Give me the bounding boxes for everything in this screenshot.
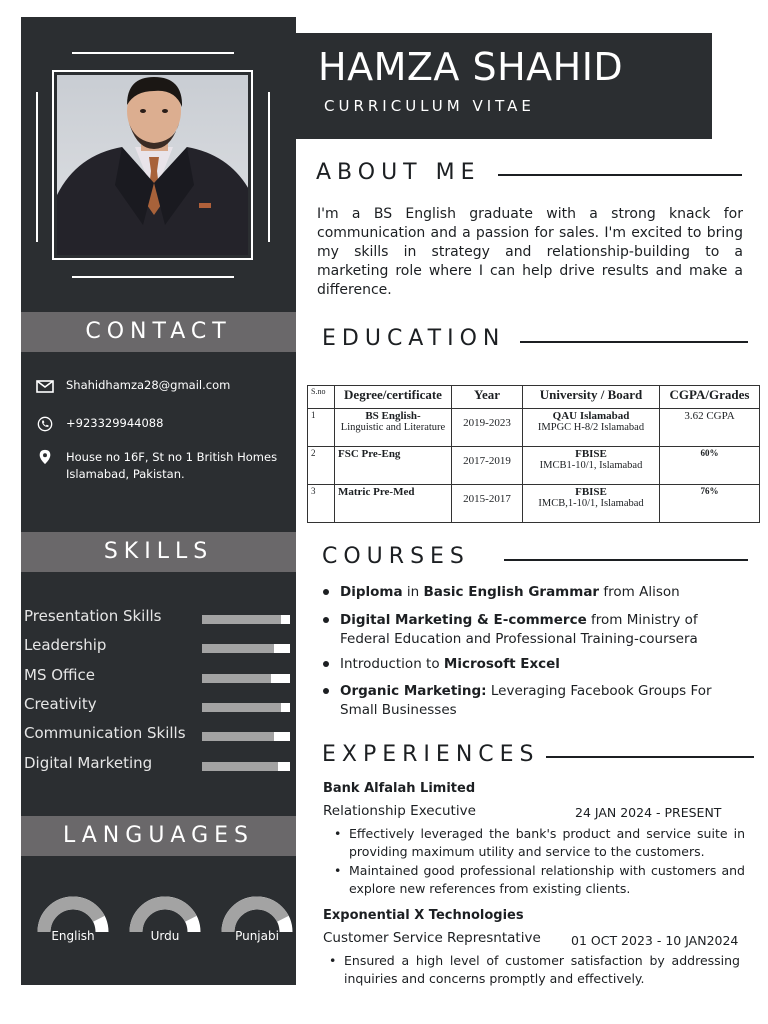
language-label: Urdu [150, 929, 180, 943]
phone-icon [36, 416, 54, 432]
skill-level-bar [202, 762, 290, 771]
table-cell: 2015-2017 [452, 485, 523, 523]
email-text: Shahidhamza28@gmail.com [66, 378, 231, 392]
language-label: Punjabi [235, 929, 279, 943]
skill-level-bar [202, 644, 290, 653]
job-dates: 24 JAN 2024 - PRESENT [575, 805, 722, 820]
education-heading: EDUCATION [322, 326, 506, 351]
skill-level-fill [202, 674, 271, 683]
email-row[interactable] [36, 378, 230, 394]
skill-label: Digital Marketing [24, 753, 153, 772]
bullet-icon [323, 617, 329, 623]
education-table [307, 385, 760, 523]
profile-photo [52, 70, 253, 260]
table-header: CGPA/Grades [660, 386, 760, 409]
skill-label: Creativity [24, 694, 97, 713]
section-rule [498, 174, 742, 176]
skill-label: Presentation Skills [24, 607, 162, 625]
table-cell: QAU Islamabad IMPGC H-8/2 Islamabad [523, 409, 660, 447]
company-name: Exponential X Technologies [323, 908, 524, 923]
table-cell: 2017-2019 [452, 447, 523, 485]
address-row [36, 449, 286, 483]
table-cell: 2 [308, 447, 335, 485]
location-pin-icon [36, 449, 54, 465]
bullet-icon [323, 589, 329, 595]
job-bullet: • Effectively leveraged the bank's product and service suite in providing maximum utility and service to the customers. [349, 825, 745, 861]
table-cell: 1 [308, 409, 335, 447]
skill-level-fill [202, 703, 281, 712]
table-cell: 60% [660, 447, 760, 485]
divider [268, 92, 270, 242]
table-cell: FBISE IMCB,1-10/1, Islamabad [523, 485, 660, 523]
table-header: University / Board [523, 386, 660, 409]
about-text: I'm a BS English graduate with a strong knack for communication and a passion for sales. I'm excited to bring my skills in strategy and relationship-building to a marketing role where I can help drive results and make a difference. [317, 206, 743, 298]
job-role: Relationship Executive [323, 803, 476, 819]
about-heading: ABOUT ME [316, 160, 481, 185]
job-role: Customer Service Represntative [323, 930, 541, 946]
section-rule [504, 559, 748, 561]
skill-level-bar [202, 732, 290, 741]
table-cell: 3.62 CGPA [660, 409, 760, 447]
course-item: Introduction to Microsoft Excel [323, 655, 743, 674]
gauge-fill [136, 903, 191, 932]
table-header: S.no [308, 386, 335, 409]
table-cell: Matric Pre-Med [335, 485, 452, 523]
table-header: Year [452, 386, 523, 409]
divider [36, 92, 38, 242]
address-text: House no 16F, St no 1 British Homes Islamabad, Pakistan. [66, 450, 278, 481]
table-cell: 2019-2023 [452, 409, 523, 447]
table-cell: BS English- Linguistic and Literature [335, 409, 452, 447]
document-subtitle: CURRICULUM VITAE [324, 97, 535, 115]
table-row [308, 409, 760, 447]
portrait-image [57, 75, 248, 255]
mail-icon [36, 378, 54, 394]
table-row [308, 447, 760, 485]
skill-level-fill [202, 732, 274, 741]
bullet-icon [323, 688, 329, 694]
table-header: Degree/certificate [335, 386, 452, 409]
language-label: English [51, 929, 95, 943]
skill-level-fill [202, 644, 274, 653]
gauge-fill [228, 903, 283, 932]
table-row [308, 485, 760, 523]
gauge-fill [44, 903, 99, 932]
phone-row[interactable] [36, 416, 163, 432]
table-cell: FBISE IMCB1-10/1, Islamabad [523, 447, 660, 485]
job-bullet: • Ensured a high level of customer satisfaction by addressing inquiries and concerns promptly and effectively. [344, 952, 740, 988]
contact-heading: CONTACT [21, 312, 296, 352]
divider [72, 52, 234, 54]
skill-level-bar [202, 615, 290, 624]
person-name: HAMZA SHAHID [318, 45, 624, 89]
section-rule [520, 341, 748, 343]
courses-heading: COURSES [322, 544, 470, 569]
name-header [296, 33, 712, 139]
table-cell: FSC Pre-Eng [335, 447, 452, 485]
skill-level-fill [202, 615, 281, 624]
languages-heading: LANGUAGES [21, 816, 296, 856]
experiences-heading: EXPERIENCES [322, 742, 540, 767]
table-cell: 76% [660, 485, 760, 523]
table-cell: 3 [308, 485, 335, 523]
skills-heading: SKILLS [21, 532, 296, 572]
skill-label: MS Office [24, 665, 96, 684]
course-item: Digital Marketing & E-commerce from Ministry of Federal Education and Professional Training-coursera [323, 611, 743, 649]
skill-label: Communication Skills [24, 724, 186, 743]
skill-label: Leadership [24, 636, 107, 655]
job-dates: 01 OCT 2023 - 10 JAN2024 [571, 933, 739, 948]
phone-text: +923329944088 [66, 416, 164, 430]
skill-level-bar [202, 703, 290, 712]
divider [72, 276, 234, 278]
job-bullet: • Maintained good professional relationship with customers and explore new references from existing clients. [349, 862, 745, 898]
company-name: Bank Alfalah Limited [323, 781, 476, 796]
section-rule [546, 756, 754, 758]
course-item: Diploma in Basic English Grammar from Alison [323, 583, 743, 602]
skill-level-bar [202, 674, 290, 683]
course-item: Organic Marketing: Leveraging Facebook Groups For Small Businesses [323, 682, 743, 720]
skill-level-fill [202, 762, 278, 771]
bullet-icon [323, 661, 329, 667]
